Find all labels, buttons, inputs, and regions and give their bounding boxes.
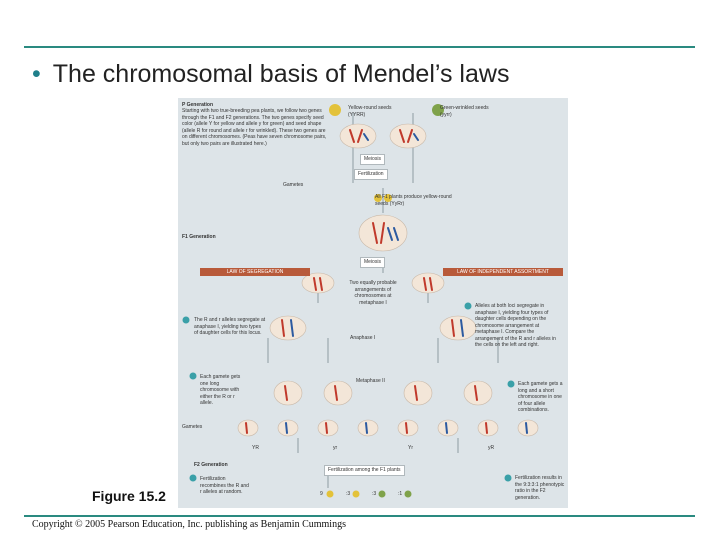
f1-generation-label: F1 Generation xyxy=(182,234,216,240)
genetics-figure xyxy=(178,98,568,508)
step-1-right-text: Alleles at both loci segregate in anaphase I, yielding four types of daughter cells depending on the chromosome arrangement at metaphase I. Compare the arrangement of the R and r alleles in the cells on the left and right. xyxy=(475,303,556,348)
slide-title xyxy=(32,60,509,89)
step-2-left-icon xyxy=(190,373,197,380)
meiosis-box-2: Meiosis xyxy=(360,257,385,268)
step-3-left-icon xyxy=(190,475,197,482)
step-2-left-text: Each gamete gets one long chromosome with either the R or r allele. xyxy=(200,374,241,406)
fertilization-f1-box: Fertilization among the F1 plants xyxy=(324,465,405,476)
ratio-3b: :3 xyxy=(372,491,377,497)
gamete-yr: yr xyxy=(333,445,338,451)
copyright-notice: Copyright © 2005 Pearson Education, Inc. publishing as Benjamin Cummings xyxy=(32,519,346,530)
figure-caption: Figure 15.2 xyxy=(92,488,166,504)
step-3-right-icon xyxy=(505,475,512,482)
green-wrinkled-label: Green-wrinkled seeds (yyrr) xyxy=(440,105,489,118)
p-generation-label: P Generation xyxy=(182,102,214,108)
p-generation-description: Starting with two true-breeding pea plants, we follow two genes through the F1 and F2 generations. The two genes specify seed color (allele Y for yellow and allele y for green) and seed shape (allele R for round and allele r for wrinkled). These two genes are on different chromosomes. (Peas have seven chromosome pairs, but only two pairs are illustrated here.) xyxy=(182,108,327,147)
ratio-3a: :3 xyxy=(346,491,351,497)
meiosis-box: Meiosis xyxy=(360,154,385,165)
gametes-label: Gametes xyxy=(283,182,304,188)
yellow-round-label: Yellow-round seeds (YYRR) xyxy=(348,105,392,118)
step-1-right-icon xyxy=(465,303,472,310)
two-arrangements-label: Two equally probable arrangements of chromosomes at metaphase I xyxy=(349,280,397,306)
step-3-left-text: Fertilization recombines the R and r alleles at random. xyxy=(200,476,249,495)
step-1-left-text: The R and r alleles segregate at anaphase I, yielding two types of daughter cells for this locus. xyxy=(194,317,266,336)
bottom-divider xyxy=(24,515,695,517)
top-divider xyxy=(24,46,695,48)
step-2-right-icon xyxy=(508,381,515,388)
step-3-right-text: Fertilization results in the 9:3:3:1 phenotypic ratio in the F2 generation. xyxy=(515,475,565,501)
gametes-label-2: Gametes xyxy=(182,424,203,430)
f1-note: All F1 plants produce yellow-round seeds (YyRr) xyxy=(375,194,452,207)
law-of-independent-assortment-banner: LAW OF INDEPENDENT ASSORTMENT xyxy=(443,268,563,276)
gamete-YR: YR xyxy=(252,445,259,451)
step-2-right-text: Each gamete gets a long and a short chromosome in one of four allele combinations. xyxy=(518,381,563,413)
law-of-segregation-banner: LAW OF SEGREGATION xyxy=(200,268,310,276)
gamete-yR: yR xyxy=(488,445,495,451)
anaphase-label: Anaphase I xyxy=(350,335,376,341)
f2-generation-label: F2 Generation xyxy=(194,462,228,468)
ratio-1: :1 xyxy=(398,491,403,497)
fertilization-box: Fertilization xyxy=(354,169,388,180)
gamete-Yr: Yr xyxy=(408,445,413,451)
title-bullet: • xyxy=(32,60,41,88)
ratio-9: 9 xyxy=(320,491,323,497)
title-text: The chromosomal basis of Mendel’s laws xyxy=(52,60,510,88)
metaphase-ii-label: Metaphase II xyxy=(356,378,385,384)
step-1-left-icon xyxy=(183,317,190,324)
